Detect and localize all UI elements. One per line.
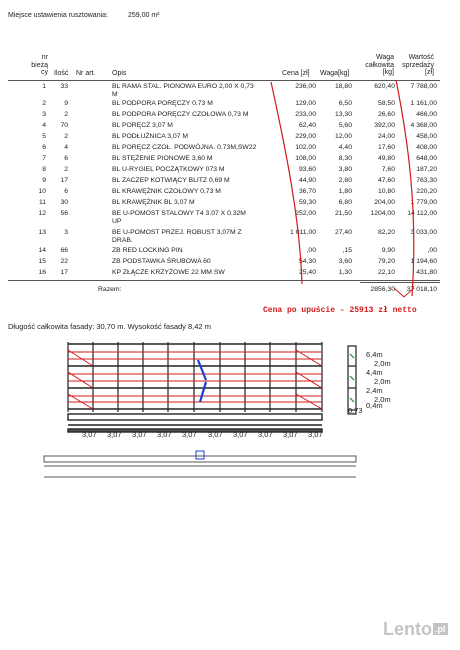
lento-watermark-text: Lento: [383, 618, 432, 639]
bay-dimension: 3,07: [157, 430, 172, 439]
col-header-nr: Nr art.: [76, 70, 96, 77]
pen-strikes: [0, 0, 460, 310]
discount-note: Cena po upuście - 25913 zł netto: [263, 306, 417, 315]
lento-watermark-suffix: .pl: [435, 624, 446, 634]
table-row: 8 2 BL U-RYGIEL POCZĄTKOWY 073 M 93,60 3,80 7,60 187,20: [42, 166, 437, 173]
scaffold-decks: [68, 344, 322, 409]
table-row: 6 4 BL PORĘCZ CZOŁ. PODWÓJNA. 0.73M,SW22 102,00 4,40 17,60 408,00: [42, 144, 437, 151]
table-row: 16 17 KP ZŁĄCZE KRZYŻOWE 22 MM SW 25,40 1,30 22,10 431,80: [38, 269, 437, 276]
bay-dimension: 3,07: [182, 430, 197, 439]
table-row: 12 56 BE U-POMOST STALOWY T4 3.07 X 0.32M 252,00 21,50 1204,00 14 112,00: [38, 210, 437, 217]
bay-dimension: 3,07: [233, 430, 248, 439]
level-dimension: 2,0m: [374, 377, 391, 386]
bay-dimension: 3,07: [258, 430, 273, 439]
bay-dimension: 3,07: [308, 430, 323, 439]
level-dimension: 4,4m: [366, 368, 383, 377]
price-strike-mark: [271, 82, 302, 284]
table-row-continuation: DRAB.: [112, 237, 133, 244]
table-row-continuation: M: [112, 91, 118, 98]
lento-watermark: [383, 618, 448, 640]
table-row: 2 9 BL PODPORA PORĘCZY 0,73 M 129,00 6,50 58,50 1 161,00: [42, 100, 437, 107]
table-row: 4 70 BL PORĘCZ 3,07 M 62,40 5,60 392,00 4 368,00: [42, 122, 437, 129]
guard-rails: [68, 350, 322, 409]
table-row: 11 30 BL KRAWĘŻNIK BL 3,07 M 59,30 6,80 204,00 1 779,00: [38, 199, 437, 206]
table-row: 9 17 BL ZACZEP KOTWIĄCY BLITZ 0,69 M 44,90 2,80 47,60 763,30: [42, 177, 437, 184]
bay-dimension: 3,07: [107, 430, 122, 439]
col-header-qty: Ilość: [54, 70, 69, 77]
side-anchors: [350, 354, 354, 402]
level-dimension: 0,73: [348, 406, 363, 415]
level-dimension: 6,4m: [366, 350, 383, 359]
place-value: 259,00 m²: [128, 12, 160, 19]
table-row: 7 6 BL STĘŻENIE PIONOWE 3,60 M 108,00 8,30 49,80 648,00: [42, 155, 437, 162]
total-value: 37 018,10: [406, 286, 437, 293]
total-label: Razem:: [98, 286, 122, 293]
table-row: 14 66 ZB RED LOCKING PIN ,00 ,15 9,90 ,00: [38, 247, 437, 254]
level-dimension: 0,4m: [366, 401, 383, 410]
level-dimension: 2,0m: [374, 395, 391, 404]
table-row: 10 6 BL KRAWĘŻNIK CZOŁOWY 0,73 M 36,70 1,80 10,80 220,20: [38, 188, 437, 195]
table-row-continuation: UP: [112, 218, 122, 225]
level-dimension: 2,4m: [366, 386, 383, 395]
col-header-desc: Opis: [112, 70, 127, 77]
value-strike-mark: [396, 80, 414, 296]
col-header-weight-total: Waga całkowita [kg]: [365, 54, 394, 76]
plan-ladder-marker: [196, 451, 204, 459]
bay-dimension: 3,07: [208, 430, 223, 439]
table-row: 15 22 ZB PODSTAWKA ŚRUBOWA 60 54,30 3,60 79,20 1 194,60: [38, 258, 437, 265]
level-dimension: 2,0m: [374, 359, 391, 368]
bay-dimension: 3,07: [283, 430, 298, 439]
table-row: 5 2 BL PODŁUŻNICA 3,07 M 229,00 12,00 24,00 458,00: [42, 133, 437, 140]
place-label: Miejsce ustawienia rusztowania:: [8, 12, 108, 19]
col-header-price: Cena [zł]: [282, 70, 310, 77]
scaffold-elevation: [0, 332, 460, 492]
bay-dimension: 3,07: [132, 430, 147, 439]
col-header-weight: Waga[kg]: [320, 70, 350, 77]
total-underline-mark: [394, 288, 414, 297]
bay-dimension: 3,07: [82, 430, 97, 439]
col-header-lp: nr bieżą cy: [31, 54, 48, 76]
col-header-value: Wartość sprzedaży [zł]: [402, 54, 434, 76]
table-row: 3 2 BL PODPORA PORĘCZY CZOŁOWA 0,73 M 233,00 13,30 26,60 466,00: [42, 111, 437, 118]
table-row: 1 33 BL RAMA STAL. PIONOWA EURO 2,00 X 0,73 236,00 18,80 620,40 7 788,00: [42, 83, 437, 90]
table-row: 13 3 BE U-POMOST PRZEJ. ROBUST 3,07M Z 1 011,00 27,40 82,20 3 033,00: [38, 229, 437, 236]
total-weight: 2856,30: [370, 286, 395, 293]
facade-summary: Długość całkowita fasady: 30,70 m. Wysokość fasady 8,42 m: [8, 322, 211, 331]
